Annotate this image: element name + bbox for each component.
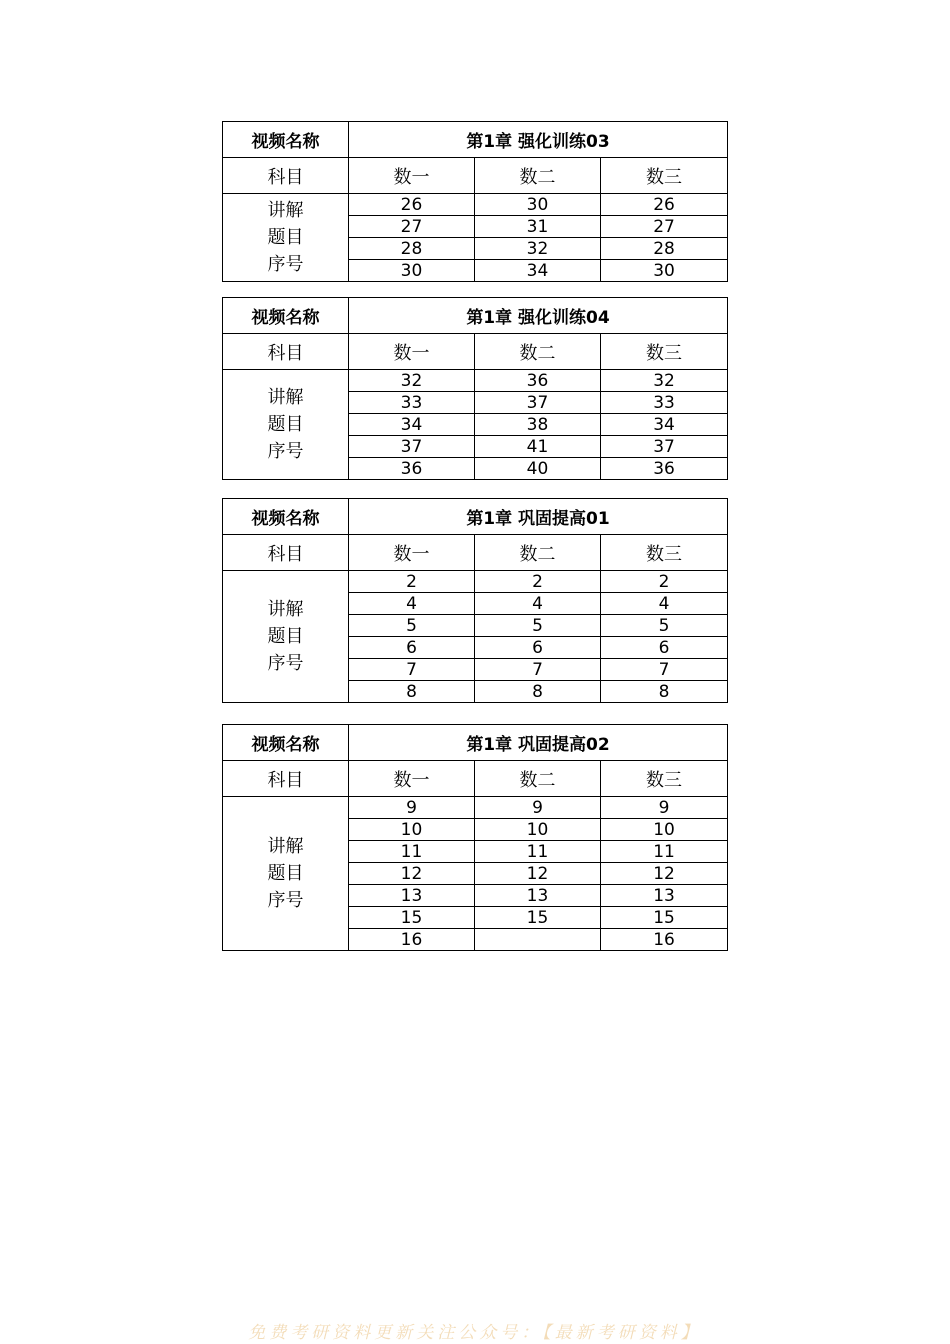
subject-math-3: 数三	[601, 535, 728, 571]
table-row	[223, 194, 728, 216]
cell: 15	[349, 907, 475, 929]
cell: 2	[349, 571, 475, 593]
cell: 13	[475, 885, 601, 907]
video-table-3	[222, 498, 728, 703]
subject-math-2: 数二	[475, 158, 601, 194]
cell	[475, 929, 601, 951]
cell: 8	[475, 681, 601, 703]
subject-math-2: 数二	[475, 761, 601, 797]
cell: 30	[601, 260, 728, 282]
video-table-1	[222, 121, 728, 282]
side-label-line: 序号	[267, 441, 304, 462]
cell: 31	[475, 216, 601, 238]
table-row	[223, 797, 728, 819]
subject-row	[223, 158, 728, 194]
cell: 36	[601, 458, 728, 480]
cell: 10	[349, 819, 475, 841]
cell: 13	[349, 885, 475, 907]
cell: 28	[601, 238, 728, 260]
subject-math-1: 数一	[349, 761, 475, 797]
side-label-line: 题目	[267, 414, 304, 435]
table-header-row	[223, 499, 728, 535]
table-header-row	[223, 298, 728, 334]
side-label-line: 题目	[267, 626, 304, 647]
cell: 13	[601, 885, 728, 907]
question-number-label	[223, 370, 349, 480]
side-label-line: 讲解	[267, 599, 304, 620]
cell: 15	[475, 907, 601, 929]
side-label-line: 讲解	[267, 387, 304, 408]
cell: 32	[601, 370, 728, 392]
video-table-2	[222, 297, 728, 480]
subject-math-2: 数二	[475, 535, 601, 571]
table-row	[223, 370, 728, 392]
cell: 12	[601, 863, 728, 885]
cell: 4	[349, 593, 475, 615]
cell: 33	[601, 392, 728, 414]
video-name-label: 视频名称	[223, 122, 349, 158]
question-number-label	[223, 797, 349, 951]
cell: 7	[475, 659, 601, 681]
cell: 6	[349, 637, 475, 659]
cell: 16	[349, 929, 475, 951]
video-title: 第1章 巩固提高01	[349, 499, 728, 535]
cell: 4	[475, 593, 601, 615]
video-table-4	[222, 724, 728, 951]
cell: 11	[475, 841, 601, 863]
cell: 26	[601, 194, 728, 216]
cell: 6	[601, 637, 728, 659]
cell: 8	[349, 681, 475, 703]
video-name-label: 视频名称	[223, 499, 349, 535]
cell: 2	[601, 571, 728, 593]
cell: 38	[475, 414, 601, 436]
subject-math-1: 数一	[349, 535, 475, 571]
cell: 27	[349, 216, 475, 238]
cell: 5	[349, 615, 475, 637]
side-label-line: 题目	[267, 863, 304, 884]
subject-label: 科目	[223, 158, 349, 194]
cell: 40	[475, 458, 601, 480]
cell: 34	[601, 414, 728, 436]
cell: 16	[601, 929, 728, 951]
cell: 30	[475, 194, 601, 216]
footer-watermark: 免费考研资料更新关注公众号：【最新考研资料】	[248, 1323, 702, 1343]
cell: 10	[475, 819, 601, 841]
cell: 9	[349, 797, 475, 819]
cell: 7	[601, 659, 728, 681]
subject-label: 科目	[223, 761, 349, 797]
subject-row	[223, 535, 728, 571]
cell: 10	[601, 819, 728, 841]
cell: 30	[349, 260, 475, 282]
question-number-label	[223, 571, 349, 703]
side-label-line: 题目	[267, 227, 304, 248]
side-label-line: 序号	[267, 890, 304, 911]
cell: 34	[475, 260, 601, 282]
table-header-row	[223, 725, 728, 761]
cell: 28	[349, 238, 475, 260]
cell: 37	[601, 436, 728, 458]
subject-math-2: 数二	[475, 334, 601, 370]
cell: 11	[349, 841, 475, 863]
cell: 33	[349, 392, 475, 414]
cell: 6	[475, 637, 601, 659]
cell: 26	[349, 194, 475, 216]
cell: 37	[475, 392, 601, 414]
video-name-label: 视频名称	[223, 298, 349, 334]
cell: 32	[349, 370, 475, 392]
cell: 15	[601, 907, 728, 929]
cell: 34	[349, 414, 475, 436]
video-title: 第1章 强化训练04	[349, 298, 728, 334]
subject-math-3: 数三	[601, 334, 728, 370]
cell: 5	[475, 615, 601, 637]
cell: 4	[601, 593, 728, 615]
video-name-label: 视频名称	[223, 725, 349, 761]
subject-row	[223, 761, 728, 797]
side-label-line: 讲解	[267, 836, 304, 857]
cell: 36	[349, 458, 475, 480]
subject-math-1: 数一	[349, 334, 475, 370]
cell: 27	[601, 216, 728, 238]
cell: 5	[601, 615, 728, 637]
cell: 41	[475, 436, 601, 458]
side-label-line: 序号	[267, 653, 304, 674]
subject-label: 科目	[223, 334, 349, 370]
cell: 36	[475, 370, 601, 392]
side-label-line: 讲解	[267, 200, 304, 221]
cell: 9	[601, 797, 728, 819]
cell: 2	[475, 571, 601, 593]
cell: 9	[475, 797, 601, 819]
subject-row	[223, 334, 728, 370]
cell: 11	[601, 841, 728, 863]
cell: 12	[349, 863, 475, 885]
video-title: 第1章 巩固提高02	[349, 725, 728, 761]
cell: 7	[349, 659, 475, 681]
cell: 32	[475, 238, 601, 260]
table-header-row	[223, 122, 728, 158]
subject-math-3: 数三	[601, 761, 728, 797]
cell: 12	[475, 863, 601, 885]
subject-math-3: 数三	[601, 158, 728, 194]
cell: 37	[349, 436, 475, 458]
table-row	[223, 571, 728, 593]
subject-label: 科目	[223, 535, 349, 571]
video-title: 第1章 强化训练03	[349, 122, 728, 158]
side-label-line: 序号	[267, 254, 304, 275]
question-number-label	[223, 194, 349, 282]
cell: 8	[601, 681, 728, 703]
subject-math-1: 数一	[349, 158, 475, 194]
